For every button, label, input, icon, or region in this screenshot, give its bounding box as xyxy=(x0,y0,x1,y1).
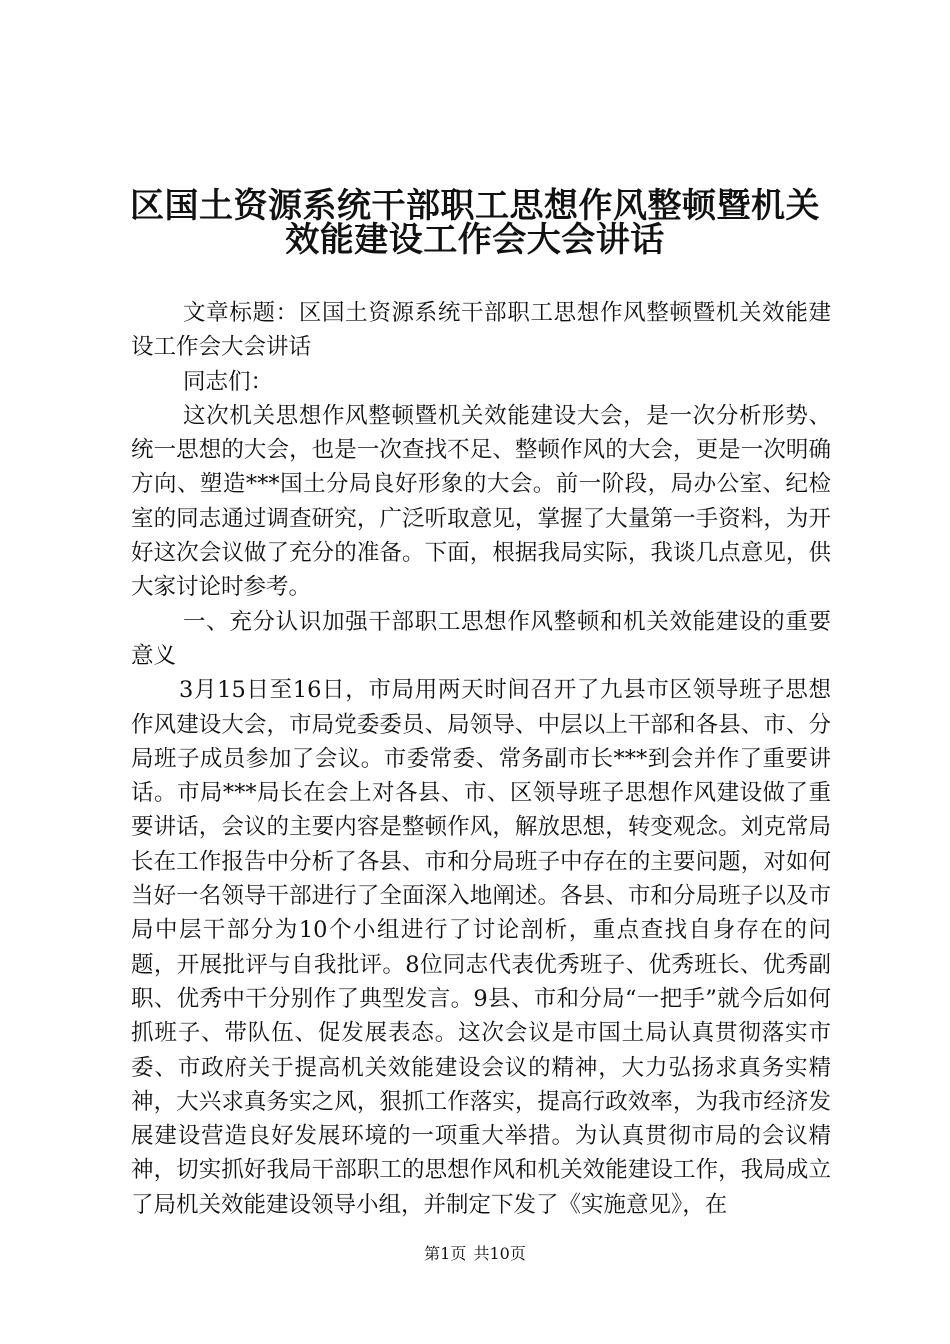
intro-paragraph: 这次机关思想作风整顿暨机关效能建设大会，是一次分析形势、统一思想的大会，也是一次查找不足、整顿作风的大会，更是一次明确方向、塑造***国土分局良好形象的大会。前一阶段，局办公室、纪检室的同志通过调查研究，广泛听取意见，掌握了大量第一手资料，为开好这次会议做了充分的准备。下面，根据我局实际，我谈几点意见，供大家讨论时参考。 xyxy=(131,402,831,601)
salutation-paragraph: 同志们： xyxy=(183,368,274,395)
article-title-paragraph: 文章标题：区国土资源系统干部职工思想作风整顿暨机关效能建设工作会大会讲话 xyxy=(131,300,831,361)
document-title-line-1: 区国土资源系统干部职工思想作风整顿暨机关 xyxy=(130,186,820,226)
document-body xyxy=(131,296,831,1222)
section-heading-paragraph: 一、充分认识加强干部职工思想作风整顿和机关效能建设的重要意义 xyxy=(131,608,831,669)
document-title-line-2: 效能建设工作会大会讲话 xyxy=(285,220,665,260)
body-paragraph: 3月15日至16日，市局用两天时间召开了九县市区领导班子思想作风建设大会，市局党委委员、局领导、中层以上干部和各县、市、分局班子成员参加了会议。市委常委、常务副市长***到会并作了重要讲话。市局***局长在会上对各县、市、区领导班子思想作风建设做了重要讲话，会议的主要内容是整顿作风，解放思想，转变观念。刘克常局长在工作报告中分析了各县、市和分局班子中存在的主要问题，对如何当好一名领导干部进行了全面深入地阐述。各县、市和分局班子以及市局中层干部分为10个小组进行了讨论剖析，重点查找自身存在的问题，开展批评与自我批评。8位同志代表优秀班子、优秀班长、优秀副职、优秀中干分别作了典型发言。9县、市和分局“一把手”就今后如何抓班子、带队伍、促发展表态。这次会议是市国土局认真贯彻落实市委、市政府关于提高机关效能建设会议的精神，大力弘扬求真务实精神，大兴求真务实之风，狠抓工作落实，提高行政效率，为我市经济发展建设营造良好发展环境的一项重大举措。为认真贯彻市局的会议精神，切实抓好我局干部职工的思想作风和机关效能建设工作，我局成立了局机关效能建设领导小组，并制定下发了《实施意见》，在 xyxy=(131,677,831,1218)
page-number: 第1页 xyxy=(424,1244,467,1263)
total-pages: 共10页 xyxy=(473,1244,526,1263)
page-footer xyxy=(0,1243,950,1265)
